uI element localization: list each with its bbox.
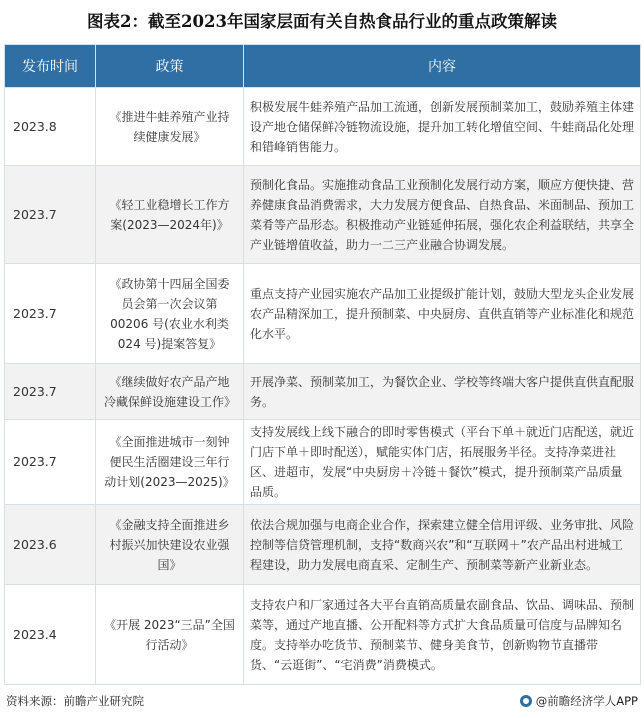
row-content: 依法合规加强与电商企业合作，探索建立健全信用评级、业务审批、风险控制等信贷管理机制，支持“数商兴农”和“互联网＋”农产品出村进城工程建设，助力发展电商直采、定制生产、预制菜等新产业新业态。 <box>244 505 641 585</box>
header-content: 内容 <box>244 45 641 88</box>
row-policy: 《推进牛蛙养殖产业持续健康发展》 <box>96 88 244 166</box>
table-row <box>5 420 641 505</box>
row-policy: 《开展 2023“三品”全国行活动》 <box>96 585 244 685</box>
header-policy: 政策 <box>96 45 244 88</box>
row-date: 2023.7 <box>5 166 96 264</box>
table-header-row <box>5 45 641 88</box>
table-row <box>5 505 641 585</box>
chart-title: 图表2：截至2023年国家层面有关自热食品行业的重点政策解读 <box>87 12 557 31</box>
row-date: 2023.7 <box>5 364 96 420</box>
table-row <box>5 364 641 420</box>
policy-table <box>4 44 641 685</box>
row-policy: 《政协第十四届全国委员会第一次会议第00206 号(农业水利类024 号)提案答复》 <box>96 264 244 364</box>
table-row <box>5 264 641 364</box>
row-policy: 《金融支持全面推进乡村振兴加快建设农业强国》 <box>96 505 244 585</box>
table-row <box>5 166 641 264</box>
table-row <box>5 88 641 166</box>
row-policy: 《轻工业稳增长工作方案(2023—2024年)》 <box>96 166 244 264</box>
row-content: 重点支持产业园实施农产品加工业提级扩能计划，鼓励大型龙头企业发展农产品精深加工，提升预制菜、中央厨房、直供直销等产业标准化和规范化水平。 <box>244 264 641 364</box>
row-policy: 《全面推进城市一刻钟便民生活圈建设三年行动计划(2023—2025)》 <box>96 420 244 505</box>
brand-text: @前瞻经济学人APP <box>535 694 638 708</box>
row-content: 支持农户和厂家通过各大平台直销高质量农副食品、饮品、调味品、预制菜等，通过产地直播、公开配料等方式扩大食品质量可信度与品牌知名度。支持举办吃货节、预制菜节、健身美食节，创新购物节直播带货、“云逛街”、“宅消费”消费模式。 <box>244 585 641 685</box>
source-note: 资料来源：前瞻产业研究院 <box>6 694 144 708</box>
row-content: 开展净菜、预制菜加工，为餐饮企业、学校等终端大客户提供直供直配服务。 <box>244 364 641 420</box>
row-content: 积极发展牛蛙养殖产品加工流通，创新发展预制菜加工，鼓励养殖主体建设产地仓储保鲜冷链物流设施，提升加工转化增值空间、牛蛙商品化处理和错峰销售能力。 <box>244 88 641 166</box>
row-date: 2023.6 <box>5 505 96 585</box>
brand-credit <box>520 693 638 709</box>
row-date: 2023.4 <box>5 585 96 685</box>
table-row <box>5 585 641 685</box>
qianzhan-logo-icon <box>520 695 532 707</box>
row-date: 2023.7 <box>5 420 96 505</box>
row-policy: 《继续做好农产品产地冷藏保鲜设施建设工作》 <box>96 364 244 420</box>
row-date: 2023.8 <box>5 88 96 166</box>
row-date: 2023.7 <box>5 264 96 364</box>
header-date: 发布时间 <box>5 45 96 88</box>
row-content: 预制化食品。实施推动食品工业预制化发展行动方案，顺应方便快捷、营养健康食品消费需求，大力发展方便食品、自热食品、米面制品、预加工菜肴等产品形态。积极推动产业链延伸拓展，强化农企利益联结，共享全产业链增值收益，助力一二三产业融合协调发展。 <box>244 166 641 264</box>
row-content: 支持发展线上线下融合的即时零售模式（平台下单＋就近门店配送，就近门店下单＋即时配送），赋能实体门店，拓展服务半径。支持净菜进社区、进超市，发展“中央厨房＋冷链＋餐饮”模式，提升预制菜产品质量品质。 <box>244 420 641 505</box>
